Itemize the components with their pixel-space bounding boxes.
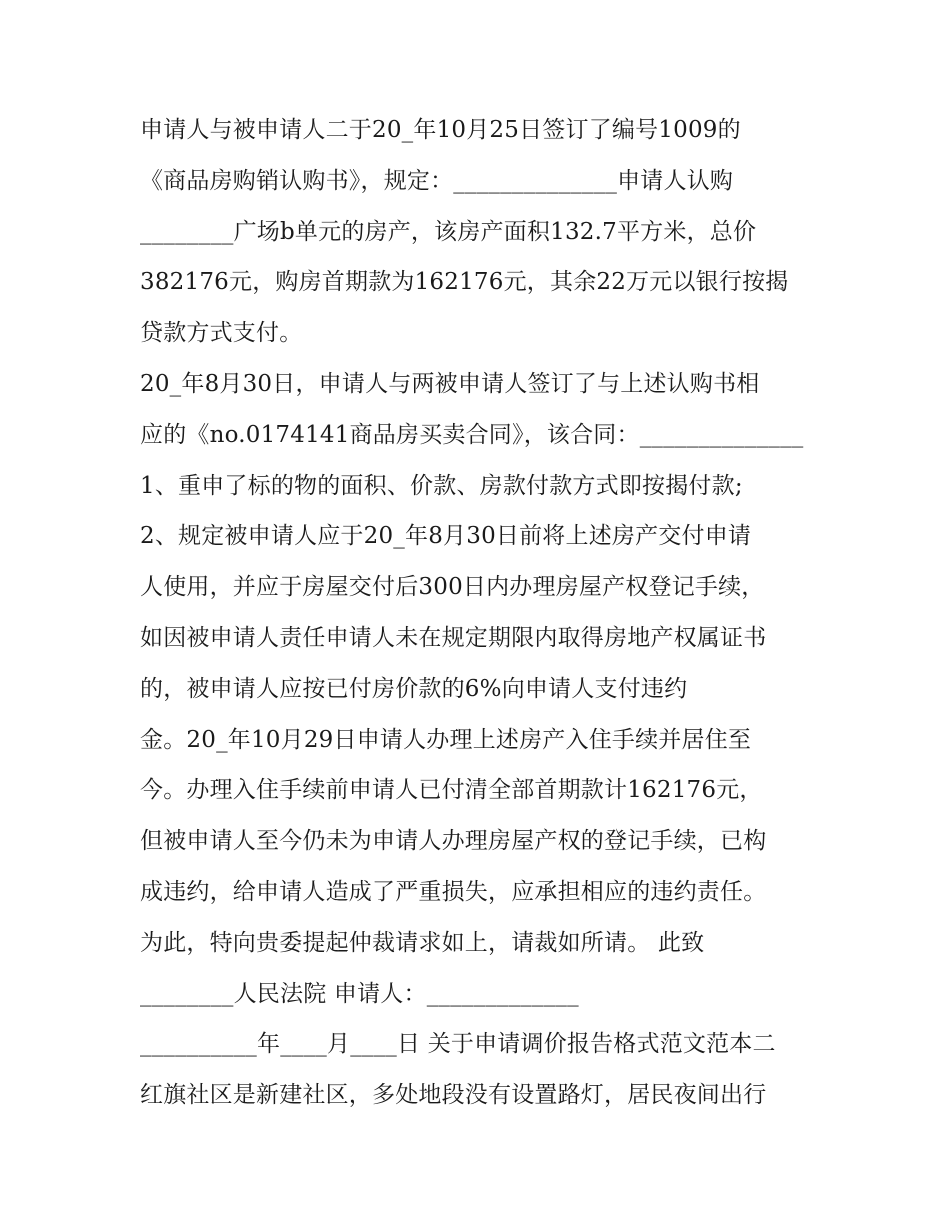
text-line: 红旗社区是新建社区，多处地段没有设置路灯，居民夜间出行 (140, 1082, 767, 1109)
text-line: 如因被申请人责任申请人未在规定期限内取得房地产权属证书 (140, 624, 767, 651)
text-line: 2、规定被申请人应于20_年8月30日前将上述房产交付申请 (140, 523, 752, 550)
text-line: 20_年8月30日，申请人与两被申请人签订了与上述认购书相 (140, 370, 760, 397)
text-line: ________广场b单元的房产，该房产面积132.7平方米，总价 (140, 218, 757, 245)
document-body (140, 105, 820, 1121)
text-line: 人使用，并应于房屋交付后300日内办理房屋产权登记手续， (140, 574, 765, 601)
text-line: 为此，特向贵委提起仲裁请求如上，请裁如所请。 此致 (140, 929, 705, 956)
text-line: 今。办理入住手续前申请人已付清全部首期款计162176元， (140, 777, 763, 804)
text-line: 贷款方式支付。 (140, 320, 303, 347)
text-line: 但被申请人至今仍未为申请人办理房屋产权的登记手续，已构 (140, 828, 767, 855)
text-line: __________年____月____日 关于申请调价报告格式范文范本二 (140, 1031, 776, 1058)
text-line: 的，被申请人应按已付房价款的6%向申请人支付违约 (140, 675, 688, 702)
text-line: ________人民法院 申请人：_____________ (140, 980, 579, 1007)
text-line: 申请人与被申请人二于20_年10月25日签订了编号1009的 (140, 117, 741, 143)
text-line: 《商品房购销认购书》，规定：______________申请人认购 (140, 167, 734, 194)
text-line: 应的《no.0174141商品房买卖合同》，该合同：______________ (140, 421, 804, 448)
text-line: 1、重申了标的物的面积、价款、房款付款方式即按揭付款; (140, 472, 743, 499)
text-line: 382176元，购房首期款为162176元，其余22万元以银行按揭 (140, 269, 789, 296)
text-line: 金。20_年10月29日申请人办理上述房产入住手续并居住至 (140, 726, 752, 753)
text-line: 成违约，给申请人造成了严重损失，应承担相应的违约责任。 (140, 878, 767, 905)
